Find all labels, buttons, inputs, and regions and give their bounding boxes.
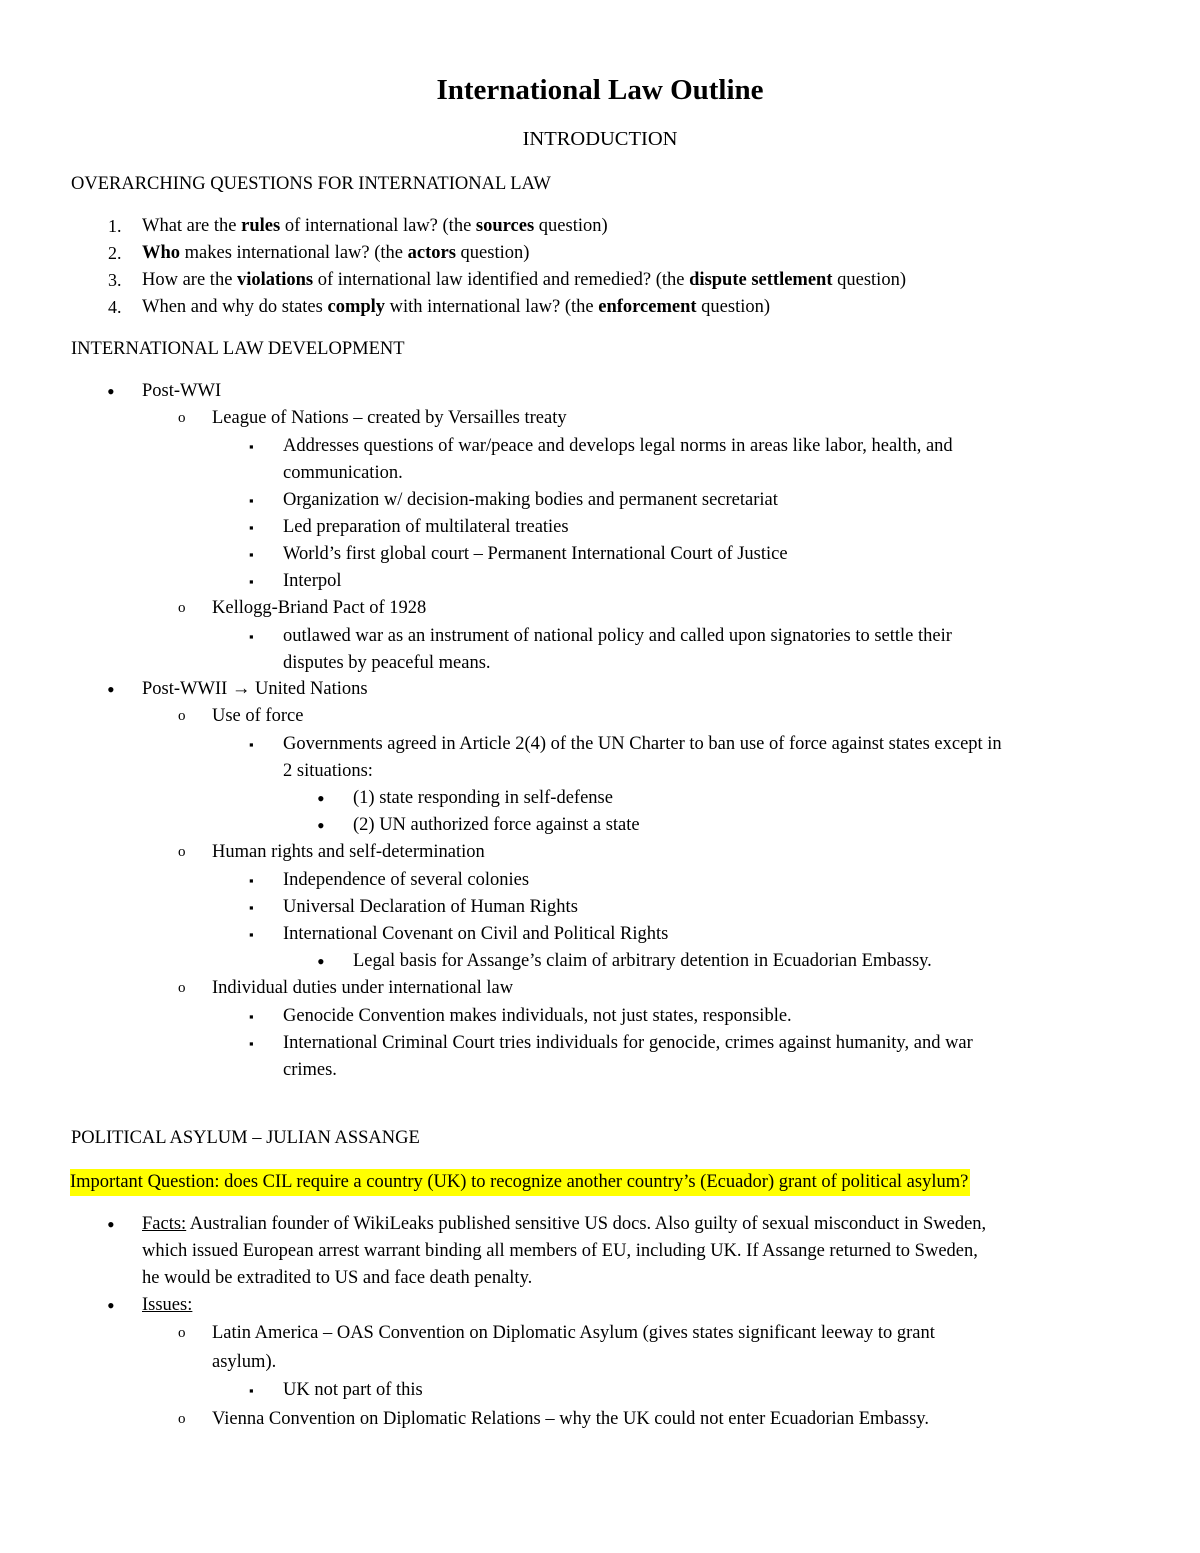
post-wwii-label: Post-WWII	[142, 679, 228, 699]
question-item	[142, 213, 608, 240]
square-marker: ▪	[249, 547, 254, 562]
list-item: International Covenant on Civil and Political Rights	[283, 924, 669, 944]
text-run: with international law? (the	[385, 297, 599, 317]
question-item	[142, 240, 529, 267]
overarching-heading: OVERARCHING QUESTIONS FOR INTERNATIONAL LAW	[71, 174, 551, 194]
bold-term: enforcement	[598, 297, 697, 317]
square-marker: ▪	[249, 900, 254, 915]
bullet-marker: •	[317, 949, 325, 974]
bold-term: Who	[142, 243, 181, 263]
issues-item	[142, 1292, 192, 1319]
circle-marker: o	[178, 1325, 186, 1341]
question-item	[142, 267, 906, 294]
list-item: UK not part of this	[283, 1380, 423, 1400]
facts-label: Facts:	[142, 1214, 187, 1234]
list-item: (1) state responding in self-defense	[353, 788, 613, 808]
square-marker: ▪	[249, 737, 254, 752]
united-nations-label: United Nations	[255, 679, 368, 699]
bullet-marker: •	[317, 786, 325, 811]
circle-marker: o	[178, 600, 186, 616]
list-item: Led preparation of multilateral treaties	[283, 517, 569, 537]
bullet-marker: •	[317, 813, 325, 838]
bold-term: sources	[475, 216, 535, 236]
square-marker: ▪	[249, 493, 254, 508]
list-number: 4.	[108, 297, 122, 317]
bold-term: dispute settlement	[689, 270, 833, 290]
square-marker: ▪	[249, 1036, 254, 1051]
list-item-continuation: 2 situations:	[283, 761, 373, 781]
list-item	[142, 676, 368, 703]
list-item: League of Nations – created by Versailles treaty	[212, 408, 567, 428]
issues-label: Issues:	[142, 1295, 193, 1315]
square-marker: ▪	[249, 520, 254, 535]
list-item: Vienna Convention on Diplomatic Relations – why the UK could not enter Ecuadorian Embassy.	[212, 1409, 929, 1429]
circle-marker: o	[178, 980, 186, 996]
circle-marker: o	[178, 844, 186, 860]
list-item-continuation: he would be extradited to US and face death penalty.	[142, 1268, 533, 1288]
list-item: World’s first global court – Permanent International Court of Justice	[283, 544, 788, 564]
bold-term: violations	[237, 270, 314, 290]
list-item: Post-WWI	[142, 381, 222, 401]
text-run: of international law? (the	[280, 216, 476, 236]
text-run: question)	[534, 216, 608, 236]
list-item: Addresses questions of war/peace and develops legal norms in areas like labor, health, and	[283, 436, 953, 456]
text-run: question)	[696, 297, 771, 317]
list-item: Use of force	[212, 706, 304, 726]
list-item: Interpol	[283, 571, 342, 591]
bullet-marker: •	[107, 677, 115, 702]
square-marker: ▪	[249, 927, 254, 942]
bullet-marker: •	[107, 1212, 115, 1237]
arrow-right-icon: →	[231, 679, 251, 699]
square-marker: ▪	[249, 439, 254, 454]
square-marker: ▪	[249, 873, 254, 888]
list-item-continuation: crimes.	[283, 1060, 337, 1080]
text-run: question)	[455, 243, 530, 263]
list-number: 1.	[108, 216, 122, 236]
list-item: outlawed war as an instrument of national policy and called upon signatories to settle their	[283, 626, 952, 646]
bullet-marker: •	[107, 379, 115, 404]
list-item: Independence of several colonies	[283, 870, 530, 890]
facts-item	[142, 1211, 986, 1238]
list-number: 3.	[108, 270, 122, 290]
list-item-continuation: disputes by peaceful means.	[283, 653, 491, 673]
list-item: Organization w/ decision-making bodies and permanent secretariat	[283, 490, 778, 510]
list-item: Human rights and self-determination	[212, 842, 485, 862]
circle-marker: o	[178, 708, 186, 724]
text-run: question)	[832, 270, 906, 290]
bold-term: comply	[327, 297, 386, 317]
list-item-continuation: asylum).	[212, 1352, 277, 1372]
text-run: When and why do states	[142, 297, 328, 317]
bullet-marker: •	[107, 1293, 115, 1318]
list-item: Latin America – OAS Convention on Diplomatic Asylum (gives states significant leeway to grant	[212, 1323, 935, 1343]
bold-term: rules	[241, 216, 281, 236]
circle-marker: o	[178, 410, 186, 426]
facts-text: Australian founder of WikiLeaks published sensitive US docs. Also guilty of sexual misconduct in Sweden,	[186, 1214, 987, 1234]
list-item: (2) UN authorized force against a state	[353, 815, 640, 835]
development-heading: INTERNATIONAL LAW DEVELOPMENT	[71, 339, 405, 359]
square-marker: ▪	[249, 1383, 254, 1398]
square-marker: ▪	[249, 629, 254, 644]
list-item: Genocide Convention makes individuals, not just states, responsible.	[283, 1006, 792, 1026]
square-marker: ▪	[249, 574, 254, 589]
text-run: makes international law? (the	[180, 243, 408, 263]
bold-term: actors	[407, 243, 456, 263]
list-item: Kellogg-Briand Pact of 1928	[212, 598, 427, 618]
list-item: Legal basis for Assange’s claim of arbitrary detention in Ecuadorian Embassy.	[353, 951, 932, 971]
list-item-continuation: communication.	[283, 463, 403, 483]
text-run: What are the	[142, 216, 242, 236]
text-run: of international law identified and remedied? (the	[313, 270, 690, 290]
list-item: International Criminal Court tries individuals for genocide, crimes against humanity, and war	[283, 1033, 973, 1053]
document-title: International Law Outline	[436, 74, 764, 106]
list-item: Individual duties under international law	[212, 978, 514, 998]
list-item: Governments agreed in Article 2(4) of the UN Charter to ban use of force against states except in	[283, 734, 1002, 754]
circle-marker: o	[178, 1411, 186, 1427]
text-run: How are the	[142, 270, 238, 290]
square-marker: ▪	[249, 1009, 254, 1024]
asylum-heading: POLITICAL ASYLUM – JULIAN ASSANGE	[71, 1128, 420, 1148]
section-subtitle: INTRODUCTION	[522, 128, 678, 150]
list-number: 2.	[108, 243, 122, 263]
important-question-highlight: Important Question: does CIL require a country (UK) to recognize another country’s (Ecuador) grant of political asylum?	[70, 1169, 970, 1196]
list-item-continuation: which issued European arrest warrant binding all members of EU, including UK. If Assange returned to Sweden,	[142, 1241, 978, 1261]
list-item: Universal Declaration of Human Rights	[283, 897, 578, 917]
question-item	[142, 294, 770, 321]
